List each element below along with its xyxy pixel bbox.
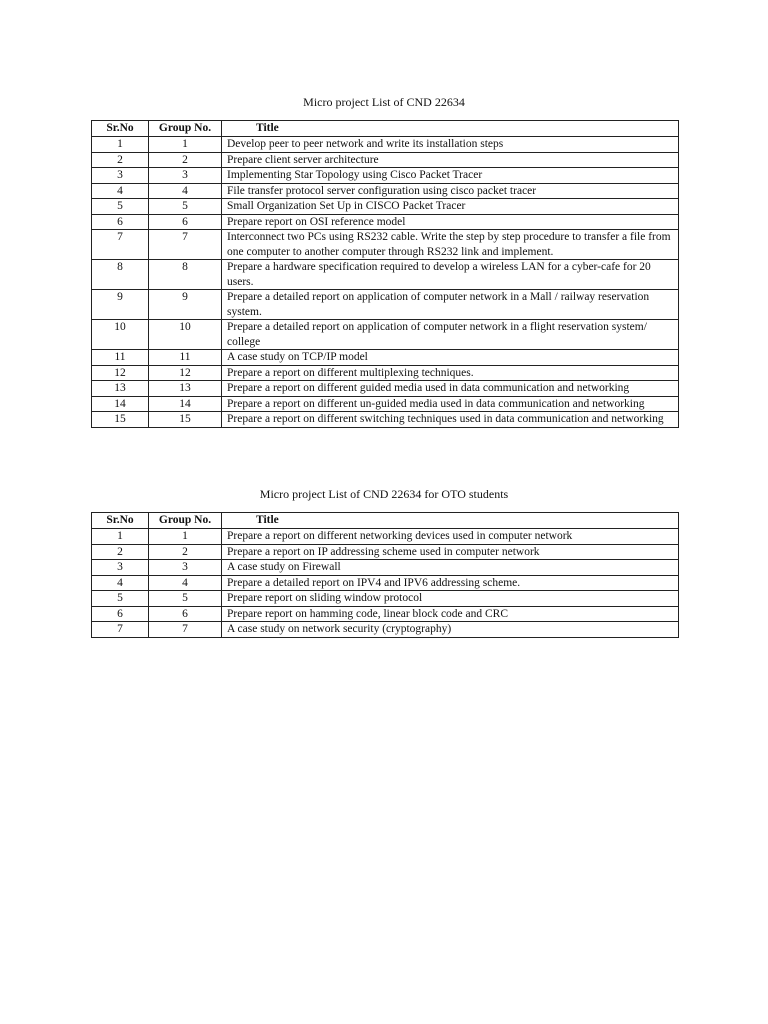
table2-body [92,529,679,638]
sr-no-cell: 11 [92,350,149,366]
title-cell: Prepare a report on different networking devices used in computer network [222,529,679,545]
table-row [92,230,679,260]
title-cell: Prepare a detailed report on IPV4 and IPV6 addressing scheme. [222,575,679,591]
column-header-sr-no: Sr.No [92,513,149,529]
group-no-cell: 8 [149,260,222,290]
column-header-sr-no: Sr.No [92,121,149,137]
group-no-cell: 3 [149,560,222,576]
group-no-cell: 7 [149,622,222,638]
title-cell: Implementing Star Topology using Cisco Packet Tracer [222,168,679,184]
group-no-cell: 6 [149,606,222,622]
group-no-cell: 12 [149,365,222,381]
sr-no-cell: 7 [92,622,149,638]
group-no-cell: 9 [149,290,222,320]
sr-no-cell: 1 [92,529,149,545]
table-header-row [92,121,679,137]
group-no-cell: 1 [149,529,222,545]
table-row [92,606,679,622]
table-row [92,575,679,591]
sr-no-cell: 10 [92,320,149,350]
group-no-cell: 2 [149,544,222,560]
title-cell: Prepare a detailed report on application of computer network in a Mall / railway reservation system. [222,290,679,320]
title-cell: Prepare a detailed report on application of computer network in a flight reservation system/ college [222,320,679,350]
column-header-group-no: Group No. [149,121,222,137]
group-no-cell: 2 [149,152,222,168]
title-cell: File transfer protocol server configuration using cisco packet tracer [222,183,679,199]
title-cell: Prepare a report on IP addressing scheme used in computer network [222,544,679,560]
table-row [92,412,679,428]
sr-no-cell: 6 [92,606,149,622]
group-no-cell: 15 [149,412,222,428]
group-no-cell: 5 [149,591,222,607]
sr-no-cell: 2 [92,544,149,560]
title-cell: Prepare a report on different guided media used in data communication and networking [222,381,679,397]
table-row [92,152,679,168]
table-row [92,560,679,576]
table-row [92,365,679,381]
table-row [92,214,679,230]
group-no-cell: 4 [149,575,222,591]
table-row [92,591,679,607]
title-cell: A case study on network security (cryptography) [222,622,679,638]
group-no-cell: 13 [149,381,222,397]
sr-no-cell: 4 [92,575,149,591]
table-row [92,396,679,412]
column-header-group-no: Group No. [149,513,222,529]
title-cell: Prepare client server architecture [222,152,679,168]
group-no-cell: 10 [149,320,222,350]
table-row [92,168,679,184]
table-header-row [92,513,679,529]
table1-body [92,137,679,428]
group-no-cell: 6 [149,214,222,230]
table-row [92,350,679,366]
group-no-cell: 14 [149,396,222,412]
table1-heading: Micro project List of CND 22634 [303,95,465,109]
sr-no-cell: 12 [92,365,149,381]
sr-no-cell: 13 [92,381,149,397]
title-cell: Prepare a report on different un-guided media used in data communication and networking [222,396,679,412]
sr-no-cell: 3 [92,168,149,184]
table-row [92,622,679,638]
table-row [92,320,679,350]
group-no-cell: 1 [149,137,222,153]
sr-no-cell: 5 [92,591,149,607]
title-cell: Small Organization Set Up in CISCO Packet Tracer [222,199,679,215]
table-row [92,529,679,545]
sr-no-cell: 9 [92,290,149,320]
sr-no-cell: 14 [92,396,149,412]
table-row [92,137,679,153]
table-row [92,544,679,560]
group-no-cell: 4 [149,183,222,199]
sr-no-cell: 6 [92,214,149,230]
title-cell: A case study on TCP/IP model [222,350,679,366]
group-no-cell: 11 [149,350,222,366]
title-cell: Prepare a hardware specification required to develop a wireless LAN for a cyber-cafe for 20 users. [222,260,679,290]
oto-micro-project-table [91,512,679,638]
micro-project-table [91,120,679,428]
table-row [92,381,679,397]
column-header-title: Title [222,121,679,137]
table-row [92,199,679,215]
column-header-title: Title [222,513,679,529]
title-cell: Develop peer to peer network and write its installation steps [222,137,679,153]
table-row [92,260,679,290]
group-no-cell: 7 [149,230,222,260]
title-cell: Prepare report on sliding window protocol [222,591,679,607]
title-cell: Interconnect two PCs using RS232 cable. Write the step by step procedure to transfer a file from one computer to another computer through RS232 link and implement. [222,230,679,260]
title-cell: Prepare a report on different multiplexing techniques. [222,365,679,381]
sr-no-cell: 5 [92,199,149,215]
title-cell: Prepare report on OSI reference model [222,214,679,230]
group-no-cell: 3 [149,168,222,184]
table2-heading: Micro project List of CND 22634 for OTO students [259,487,509,501]
table-row [92,183,679,199]
group-no-cell: 5 [149,199,222,215]
sr-no-cell: 7 [92,230,149,260]
sr-no-cell: 2 [92,152,149,168]
title-cell: Prepare a report on different switching techniques used in data communication and networking [222,412,679,428]
sr-no-cell: 4 [92,183,149,199]
sr-no-cell: 3 [92,560,149,576]
sr-no-cell: 1 [92,137,149,153]
sr-no-cell: 8 [92,260,149,290]
title-cell: A case study on Firewall [222,560,679,576]
title-cell: Prepare report on hamming code, linear block code and CRC [222,606,679,622]
sr-no-cell: 15 [92,412,149,428]
table-row [92,290,679,320]
